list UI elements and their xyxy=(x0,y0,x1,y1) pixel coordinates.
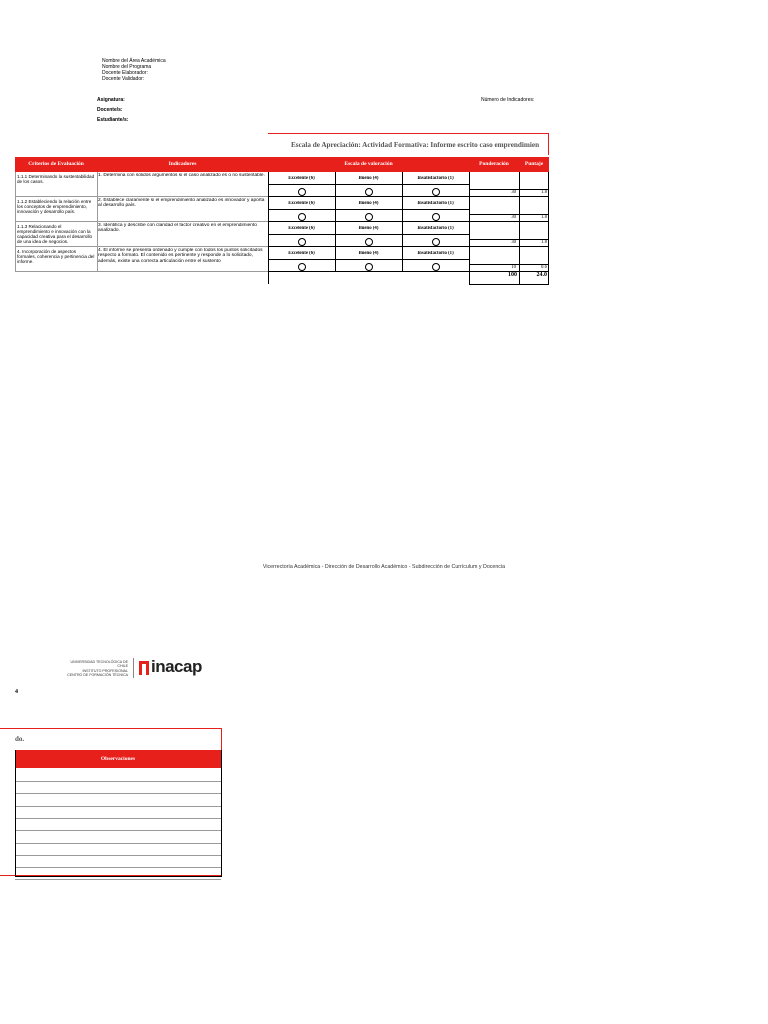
scale-label: Bueno (4) xyxy=(358,251,379,256)
scale-label: Insatisfactorio (1) xyxy=(417,226,454,231)
row-divider xyxy=(15,196,268,197)
observation-line xyxy=(15,843,221,844)
indicator-text: 2. Establece claramente si el emprendimiento analizado es innovador y aporta al desarrollo país. xyxy=(98,198,265,209)
scale-label: Excelente (6) xyxy=(288,226,315,231)
logo-line-1: UNIVERSIDAD TECNOLÓGICA DE CHILE xyxy=(70,660,128,669)
column-line xyxy=(268,272,269,284)
scale-divider xyxy=(268,209,469,210)
indicator-text: 4. El informe se presenta ordenado y cumple con todos los puntos solicitados respecto a formato. El contenido es pertinente y responde a lo solicitado, además, existe una correcta articulación entre el sustento xyxy=(98,248,263,264)
scale-label: Insatisfactorio (1) xyxy=(417,251,454,256)
column-line xyxy=(402,172,403,272)
institution-logo xyxy=(60,658,205,680)
author-label: Docente Elaborador: xyxy=(102,70,148,76)
total-weight: 100 xyxy=(508,272,517,278)
scale-radio-1[interactable] xyxy=(298,238,306,246)
row-border xyxy=(268,246,549,247)
observation-line xyxy=(15,806,221,807)
total-score: 24.0 xyxy=(536,272,547,278)
scale-label: Excelente (6) xyxy=(288,176,315,181)
teacher-field: Docente/s: xyxy=(97,107,123,113)
weight-divider xyxy=(469,264,549,265)
scale-radio-3[interactable] xyxy=(432,213,440,221)
scale-title: Escala de Apreciación: Actividad Formativa: Informe escrito caso emprendimien xyxy=(291,141,540,149)
header-info xyxy=(102,58,166,82)
observation-line xyxy=(15,879,221,880)
row-border xyxy=(268,221,549,222)
observation-line xyxy=(15,818,221,819)
page-number: 4 xyxy=(15,689,18,695)
header-indicators: Indicadores xyxy=(97,157,268,172)
weight-value: 30 xyxy=(511,240,516,245)
weight-divider xyxy=(469,189,549,190)
row-divider xyxy=(15,221,268,222)
scale-radio-1[interactable] xyxy=(298,263,306,271)
indicator-count-field: Número de Indicadores: xyxy=(481,97,535,103)
row-border xyxy=(268,196,549,197)
column-line xyxy=(15,172,16,272)
weight-value: 30 xyxy=(511,190,516,195)
scale-label: Bueno (4) xyxy=(358,201,379,206)
observation-line xyxy=(15,855,221,856)
scale-radio-2[interactable] xyxy=(365,238,373,246)
header-criteria: Criterios de Evaluación xyxy=(15,157,97,172)
scale-divider xyxy=(268,184,469,185)
score-value: 1.8 xyxy=(541,240,547,245)
observations-title-fragment: do. xyxy=(15,735,25,743)
column-line xyxy=(519,172,520,284)
program-label: Nombre del Programa xyxy=(102,64,152,70)
criterion-text: 1.1.3 Relacionando el emprendimiento e innovación con la capacidad creativa para el desarrollo de una idea de negocios. xyxy=(17,224,93,244)
observations-header: Observaciones xyxy=(15,750,221,768)
column-line xyxy=(268,172,269,272)
weight-value: 30 xyxy=(511,215,516,220)
logo-line-2: INSTITUTO PROFESIONAL xyxy=(82,668,128,673)
observation-line xyxy=(15,781,221,782)
observation-line xyxy=(15,830,221,831)
validator-label: Docente Validador: xyxy=(102,76,145,82)
student-field: Estudiante/s: xyxy=(97,117,129,123)
footer-text: Vicerrectoría Académica - Dirección de Desarrollo Académico - Subdirección de Currículum y Docencia xyxy=(262,564,506,570)
header-score: Puntaje xyxy=(519,157,549,172)
header-scale: Escala de valoración xyxy=(268,157,469,172)
criterion-text: 4. Incorporación de aspectos formales, coherencia y pertinencia del informe. xyxy=(17,249,95,264)
weight-value: 10 xyxy=(511,265,516,270)
scale-label: Insatisfactorio (1) xyxy=(417,201,454,206)
scale-divider xyxy=(268,234,469,235)
academic-area-label: Nombre del Área Académica xyxy=(102,58,166,64)
scale-radio-2[interactable] xyxy=(365,213,373,221)
observation-line xyxy=(15,867,221,868)
scale-label: Bueno (4) xyxy=(358,226,379,231)
column-line xyxy=(335,172,336,272)
scale-divider xyxy=(268,259,469,260)
subject-field: Asignatura: xyxy=(97,97,125,103)
row-divider xyxy=(15,271,268,272)
scale-radio-3[interactable] xyxy=(432,188,440,196)
scale-radio-3[interactable] xyxy=(432,263,440,271)
brand-name: inacap xyxy=(151,657,202,676)
criterion-text: 1.1.2 Estableciendo la relación entre los conceptos de emprendimiento, innovación y desarrollo país. xyxy=(17,199,92,214)
observation-line xyxy=(15,793,221,794)
scale-label: Excelente (6) xyxy=(288,201,315,206)
indicator-text: 1. Determina con sólidos argumentos si el caso analizado es o no sustentable. xyxy=(98,173,265,178)
logo-line-3: CENTRO DE FORMACIÓN TÉCNICA xyxy=(67,673,128,678)
column-line xyxy=(97,172,98,272)
header-weight: Ponderación xyxy=(469,157,519,172)
row-divider xyxy=(15,246,268,247)
scale-label: Excelente (6) xyxy=(288,251,315,256)
indicator-text: 3. Identifica y describe con claridad el factor creativo en el emprendimiento analizado. xyxy=(98,223,257,234)
scale-radio-1[interactable] xyxy=(298,213,306,221)
scale-label: Insatisfactorio (1) xyxy=(417,176,454,181)
criterion-text: 1.1.1 Determinando la sustentabilidad de los casos. xyxy=(17,174,95,184)
inacap-mark-icon xyxy=(139,661,149,675)
column-line xyxy=(469,172,470,272)
column-line xyxy=(548,172,549,284)
scale-radio-2[interactable] xyxy=(365,188,373,196)
scale-radio-2[interactable] xyxy=(365,263,373,271)
scale-label: Bueno (4) xyxy=(358,176,379,181)
score-value: 1.8 xyxy=(541,215,547,220)
weight-divider xyxy=(469,214,549,215)
score-value: 1.8 xyxy=(541,190,547,195)
score-value: 0.6 xyxy=(541,265,547,270)
total-border xyxy=(469,284,549,285)
weight-divider xyxy=(469,239,549,240)
scale-radio-3[interactable] xyxy=(432,238,440,246)
scale-radio-1[interactable] xyxy=(298,188,306,196)
